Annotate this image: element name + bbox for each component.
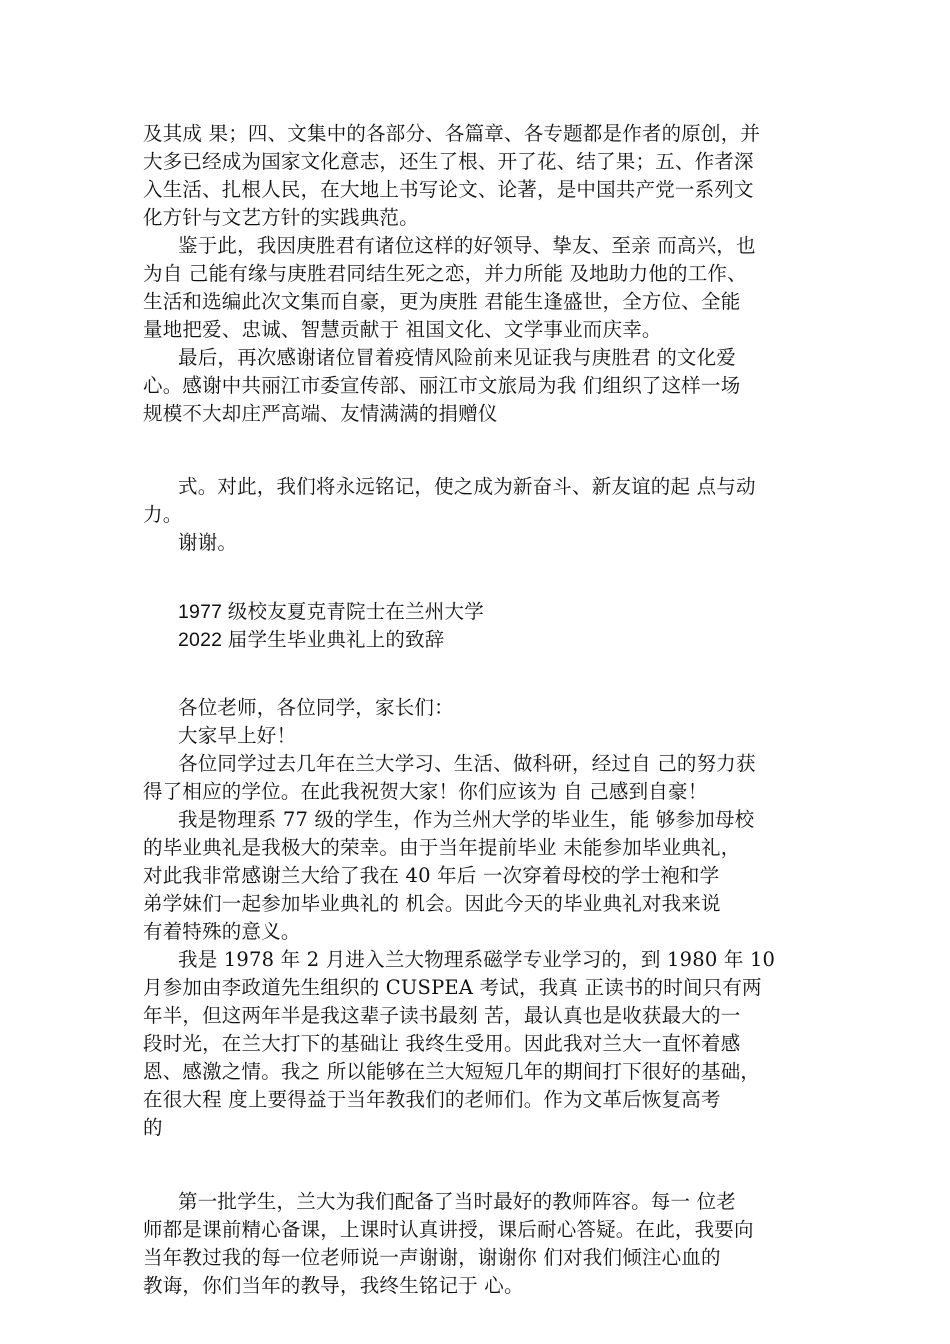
text-line: 当年教过我的每一位老师说一声谢谢，谢谢你 们对我们倾注心血的 <box>143 1246 721 1269</box>
text-line: 为自 己能有缘与庚胜君同结生死之恋，并力所能 及地助力他的工作、 <box>143 262 747 285</box>
text-line: 我是 1978 年 2 月进入兰大物理系磁学专业学习的，到 1980 年 10 <box>178 948 776 971</box>
section-title: 2022 届学生毕业典礼上的致辞 <box>178 629 445 651</box>
text-line: 规模不大却庄严高端、友情满满的捐赠仪 <box>143 402 498 425</box>
text-line: 及其成 果；四、文集中的各部分、各篇章、各专题都是作者的原创，并 <box>143 122 761 145</box>
text-line: 生活和选编此次文集而自豪，更为庚胜 君能生逢盛世，全方位、全能 <box>143 290 741 313</box>
text-line: 师都是课前精心备课，上课时认真讲授，课后耐心答疑。在此，我要向 <box>143 1218 754 1241</box>
greeting: 大家早上好！ <box>178 724 297 747</box>
text-line: 入生活、扎根人民，在大地上书写论文、论著，是中国共产党一系列文 <box>143 178 754 201</box>
text-line: 得了相应的学位。在此我祝贺大家！你们应该为 自 己感到自豪！ <box>143 780 708 803</box>
salutation: 各位老师，各位同学，家长们： <box>178 696 454 719</box>
text-line: 我是物理系 77 级的学生，作为兰州大学的毕业生，能 够参加母校 <box>178 808 755 831</box>
text-line: 的 <box>143 1116 163 1139</box>
text-line: 心。感谢中共丽江市委宣传部、丽江市文旅局为我 们组织了这样一场 <box>143 374 741 397</box>
text-line: 谢谢。 <box>178 531 238 554</box>
text-line: 弟学妹们一起参加毕业典礼的 机会。因此今天的毕业典礼对我来说 <box>143 892 721 915</box>
text-line: 最后，再次感谢诸位冒着疫情风险前来见证我与庚胜君 的文化爱 <box>178 346 736 369</box>
section-title: 1977 级校友夏克青院士在兰州大学 <box>178 601 484 623</box>
text-line: 的毕业典礼是我极大的荣幸。由于当年提前毕业 未能参加毕业典礼， <box>143 836 741 859</box>
text-line: 力。 <box>143 503 183 526</box>
text-line: 月参加由李政道先生组织的 CUSPEA 考试，我真 正读书的时间只有两 <box>143 976 762 999</box>
text-line: 对此我非常感谢兰大给了我在 40 年后 一次穿着母校的学士袍和学 <box>143 864 720 887</box>
text-line: 恩、感激之情。我之 所以能够在兰大短短几年的期间打下很好的基础， <box>143 1060 761 1083</box>
text-line: 各位同学过去几年在兰大学习、生活、做科研，经过自 己的努力获 <box>178 752 756 775</box>
text-line: 在很大程 度上要得益于当年教我们的老师们。作为文革后恢复高考 <box>143 1088 721 1111</box>
text-line: 年半，但这两年半是我这辈子读书最刻 苦，最认真也是收获最大的一 <box>143 1004 741 1027</box>
text-line: 段时光，在兰大打下的基础让 我终生受用。因此我对兰大一直怀着感 <box>143 1032 741 1055</box>
text-line: 鉴于此，我因庚胜君有诸位这样的好领导、挚友、至亲 而高兴，也 <box>178 234 756 257</box>
text-line: 第一批学生，兰大为我们配备了当时最好的教师阵容。每一 位老 <box>178 1190 736 1213</box>
text-line: 有着特殊的意义。 <box>143 920 301 943</box>
text-line: 化方针与文艺方针的实践典范。 <box>143 206 419 229</box>
text-line: 式。对此，我们将永远铭记，使之成为新奋斗、新友谊的起 点与动 <box>178 475 756 498</box>
text-line: 教诲，你们当年的教导，我终生铭记于 心。 <box>143 1274 524 1297</box>
text-line: 大多已经成为国家文化意志，还生了根、开了花、结了果；五、作者深 <box>143 150 754 173</box>
text-line: 量地把爱、忠诚、智慧贡献于 祖国文化、文学事业而庆幸。 <box>143 318 662 341</box>
